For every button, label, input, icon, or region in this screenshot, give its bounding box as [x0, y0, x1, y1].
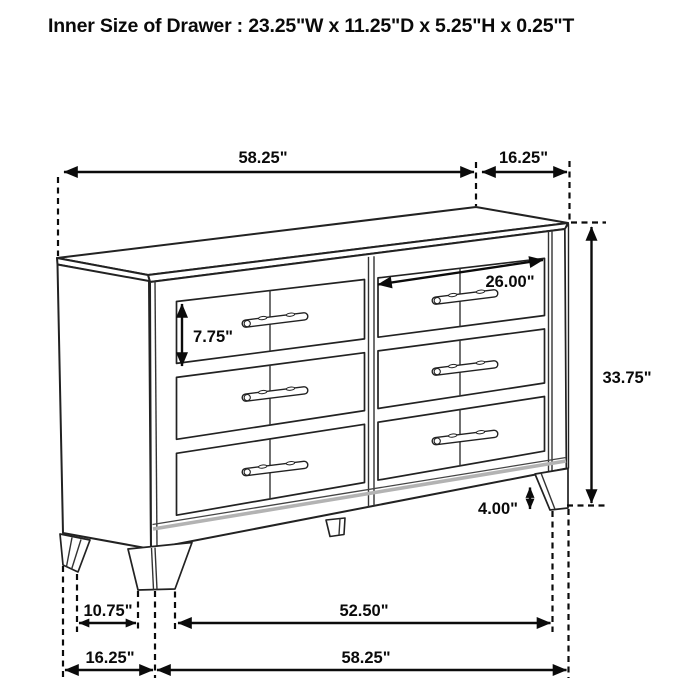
label-leg-gap: 10.75" — [83, 602, 133, 620]
label-top-depth: 16.25" — [498, 149, 549, 167]
label-base-depth: 16.25" — [85, 649, 135, 667]
label-overall-height: 33.75" — [602, 369, 652, 387]
back-left-leg — [60, 534, 90, 572]
diagram-title: Inner Size of Drawer : 23.25"W x 11.25"D x 5.25"H x 0.25"T — [48, 15, 575, 37]
label-base-width: 58.25" — [341, 649, 391, 667]
label-top-width: 58.25" — [238, 149, 288, 167]
front-left-leg — [128, 543, 192, 591]
label-leg-height: 4.00" — [478, 500, 518, 518]
center-foot — [326, 518, 345, 537]
label-drawer-height: 7.75" — [193, 328, 233, 346]
label-drawer-width: 26.00" — [485, 273, 535, 291]
label-leg-span: 52.50" — [339, 602, 389, 620]
dresser-side-panel — [58, 265, 152, 550]
front-right-leg — [535, 469, 568, 511]
dresser-drawing — [57, 207, 569, 590]
